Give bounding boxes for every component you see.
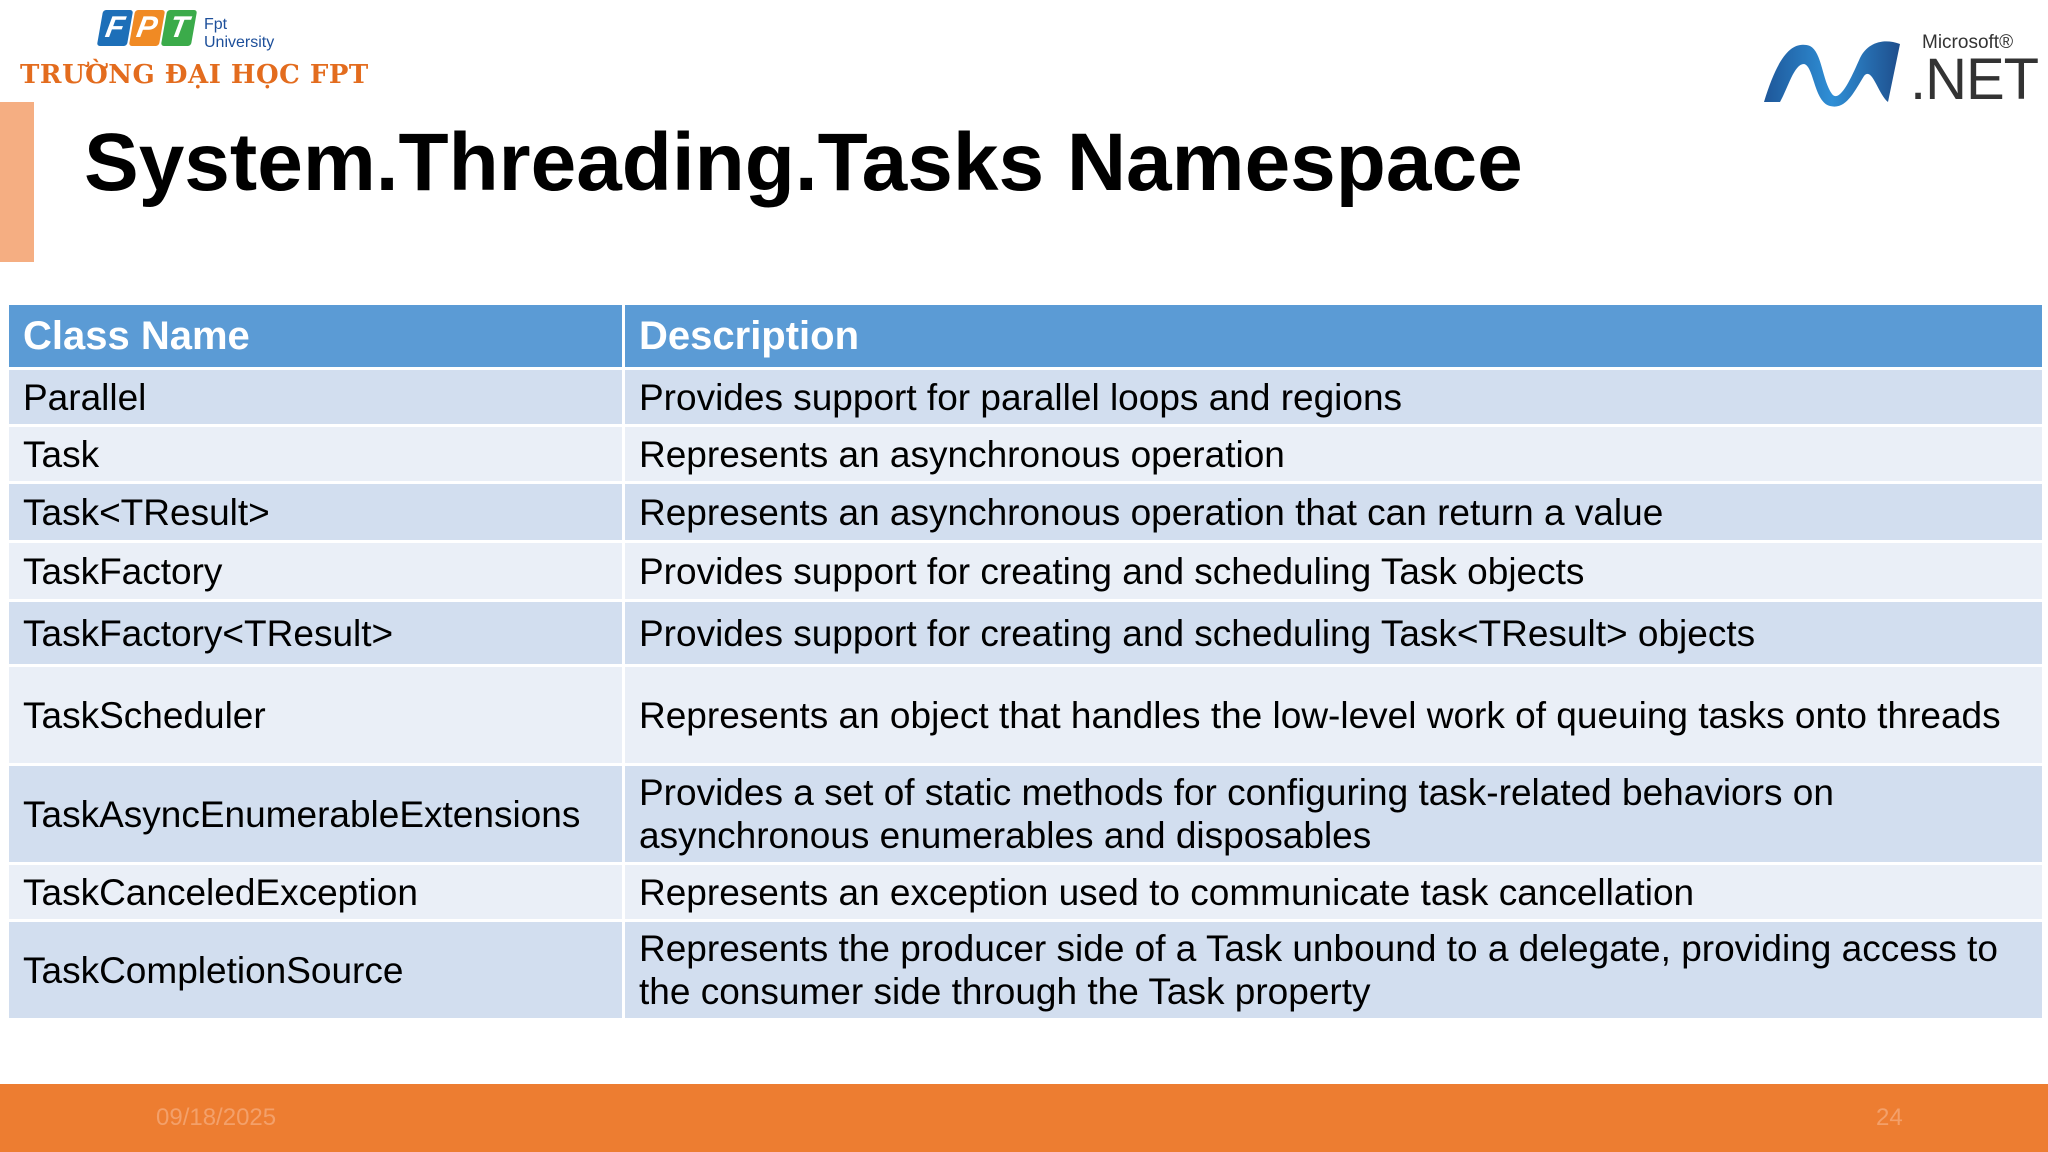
footer-date: 09/18/2025: [156, 1104, 277, 1131]
column-header-description: Description: [624, 304, 2044, 369]
dotnet-label: .NET: [1910, 47, 2039, 112]
table-row: [8, 483, 2044, 542]
description-cell: Represents an asynchronous operation: [624, 426, 2044, 483]
table-row: [8, 601, 2044, 666]
class-name-cell: Task<TResult>: [8, 483, 624, 542]
fpt-logo-letter-p: P: [129, 10, 165, 46]
description-cell: Provides support for parallel loops and regions: [624, 369, 2044, 426]
dotnet-wave-icon: [1760, 36, 1910, 116]
title-accent-bar: [0, 102, 34, 262]
page-number: 24: [1876, 1104, 1903, 1131]
university-name: TRƯỜNG ĐẠI HỌC FPT: [20, 60, 369, 90]
class-name-cell: TaskScheduler: [8, 666, 624, 765]
column-header-class-name: Class Name: [8, 304, 624, 369]
table-row: [8, 542, 2044, 601]
class-name-cell: Parallel: [8, 369, 624, 426]
table-header-row: [8, 304, 2044, 369]
description-cell: Represents an asynchronous operation that can return a value: [624, 483, 2044, 542]
class-name-cell: Task: [8, 426, 624, 483]
table-row: [8, 864, 2044, 921]
fpt-logo-letter-t: T: [161, 10, 197, 46]
table-row: [8, 921, 2044, 1020]
classes-table: [6, 302, 2045, 1021]
class-name-cell: TaskFactory<TResult>: [8, 601, 624, 666]
table-row: [8, 765, 2044, 864]
fpt-logo-letter-f: F: [97, 10, 133, 46]
class-name-cell: TaskCanceledException: [8, 864, 624, 921]
fpt-university-label: Fpt University: [204, 16, 275, 51]
fpt-logo-tiles: [100, 10, 194, 46]
slide-title: System.Threading.Tasks Namespace: [84, 117, 1523, 208]
table-row: [8, 666, 2044, 765]
class-name-cell: TaskAsyncEnumerableExtensions: [8, 765, 624, 864]
description-cell: Represents an exception used to communicate task cancellation: [624, 864, 2044, 921]
footer-bar: [0, 1084, 2048, 1152]
class-name-cell: TaskFactory: [8, 542, 624, 601]
table-row: [8, 426, 2044, 483]
description-cell: Provides support for creating and scheduling Task<TResult> objects: [624, 601, 2044, 666]
fpt-logo: [100, 6, 300, 50]
description-cell: Provides a set of static methods for configuring task-related behaviors on asynchronous enumerables and disposables: [624, 765, 2044, 864]
description-cell: Provides support for creating and scheduling Task objects: [624, 542, 2044, 601]
dotnet-logo: [1760, 28, 2039, 112]
table-row: [8, 369, 2044, 426]
microsoft-label: Microsoft®: [1922, 32, 2014, 53]
description-cell: Represents an object that handles the low-level work of queuing tasks onto threads: [624, 666, 2044, 765]
class-name-cell: TaskCompletionSource: [8, 921, 624, 1020]
description-cell: Represents the producer side of a Task unbound to a delegate, providing access to the consumer side through the Task property: [624, 921, 2044, 1020]
